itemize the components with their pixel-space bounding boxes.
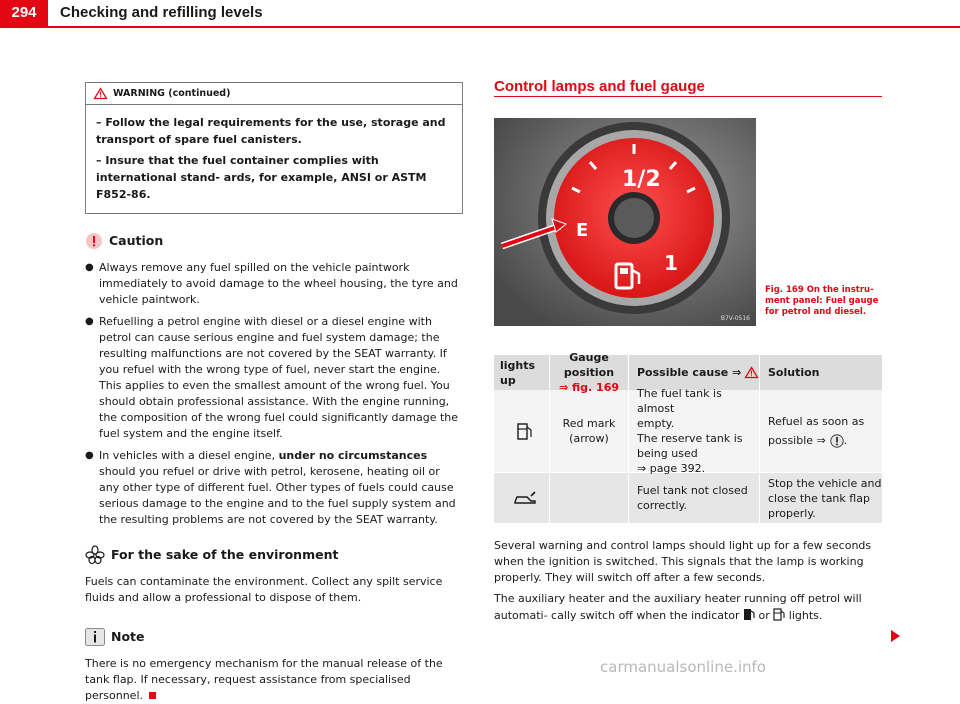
header-rule (0, 26, 960, 28)
fuel-gauge-illustration (494, 118, 756, 326)
warning-box (85, 82, 463, 214)
solution-cell: Refuel as soon as possible ⇒ . (768, 415, 865, 447)
body-paragraph-1: Several warning and control lamps should light up for a few seconds when the ignition is switched. This signals that the lamp is working properly. They will switch off after a few seconds. (494, 539, 872, 584)
next-page-arrow-icon[interactable] (891, 630, 900, 642)
page-header-title: Checking and refilling levels (60, 4, 263, 21)
bullet-icon: ● (85, 262, 94, 273)
warning-item: – Insure that the fuel container complies with international stand- ards, for example, ANSI or ASTM F852-86. (96, 154, 427, 201)
section-title: Control lamps and fuel gauge (494, 78, 705, 95)
table-row (494, 387, 882, 475)
gauge-empty-label: E (576, 220, 589, 241)
warning-triangle-icon (94, 88, 107, 99)
environment-text: Fuels can contaminate the environment. Collect any spilt service fluids and allow a professional to dispose of them. (85, 575, 443, 604)
body-paragraph-2: The auxiliary heater and the auxiliary heater running off petrol will automati- cally switch off when the indicator or lights. (494, 592, 862, 622)
environment-title (85, 542, 463, 568)
bullet-icon: ● (85, 316, 94, 327)
fuel-cap-lamp-icon (513, 491, 537, 505)
flower-icon (85, 545, 105, 565)
caution-bullet: ● Refuelling a petrol engine with diesel or a diesel engine with petrol can cause serious engine and fuel system damage; the resulting malfunctions are not covered by the SEAT warranty. If you refuel with the wrong type of fuel, never start the engine. This applies to even the smallest amount of the wrong fuel. You should obtain professional assistance. With the engine running, the composition of the wrong fuel could significantly damage the fuel system and the engine itself. (85, 315, 459, 440)
left-column (85, 82, 463, 704)
warning-item: – Follow the legal requirements for the use, storage and transport of spare fuel canisters. (96, 116, 446, 146)
possible-cause-cell: The fuel tank is almost empty. The reserve tank is being used ⇒ page 392. (629, 386, 759, 476)
end-marker (149, 692, 156, 699)
figure-code: B7V-0516 (720, 315, 750, 322)
warning-header (86, 83, 462, 105)
note-icon (85, 628, 105, 646)
caution-bullet: ● Always remove any fuel spilled on the vehicle paintwork immediately to avoid damage to the wheel housing, the tyre and vehicle paintwork. (85, 261, 458, 306)
control-lamp-table (494, 351, 882, 523)
possible-cause-cell: Fuel tank not closed correctly. (637, 484, 748, 512)
caution-heading: Caution (109, 233, 164, 248)
auxiliary-heater-icon (743, 607, 755, 621)
warning-heading: WARNING (continued) (113, 87, 231, 99)
note-heading: Note (111, 629, 145, 644)
col-gauge-position: Gauge position ⇒ fig. 169 (558, 351, 620, 394)
fuel-pump-lamp-icon (517, 421, 533, 441)
gauge-position-cell: Red mark (arrow) (562, 417, 616, 445)
note-text: There is no emergency mechanism for the manual release of the tank flap. If necessary, request assistance from specialised personnel. (85, 657, 443, 702)
col-solution: Solution (768, 366, 820, 379)
fuel-gauge-figure (494, 118, 756, 326)
watermark: carmanualsonline.info (600, 658, 766, 676)
caution-icon (830, 434, 844, 448)
warning-triangle-icon (745, 367, 758, 378)
page-link[interactable]: ⇒ page 392. (637, 462, 706, 475)
caution-bullet: ● In vehicles with a diesel engine, under no circumstances should you refuel or drive with petrol, kerosene, heating oil or any other type of different fuel. Other types of fuels could cause serious damage to the engine and to the fuel supply system and the resulting problems are not covered by the SEAT warranty. (85, 449, 456, 526)
section-rule (494, 96, 882, 97)
table-row (494, 473, 882, 523)
caution-title (85, 228, 463, 254)
page-number: 294 (0, 0, 48, 26)
environment-heading: For the sake of the environment (111, 547, 339, 562)
gauge-half-label: 1/2 (622, 167, 661, 192)
solution-cell: Stop the vehicle and close the tank flap properly. (768, 476, 882, 520)
fuel-pump-lamp-icon (773, 607, 785, 621)
col-lights-up: lights up (500, 358, 536, 387)
table-header-row (494, 351, 882, 394)
note-title (85, 624, 463, 650)
bullet-icon: ● (85, 450, 94, 461)
gauge-full-label: 1 (664, 251, 678, 275)
col-possible-cause: Possible cause ⇒ (629, 365, 759, 380)
figure-caption: Fig. 169 On the instru- ment panel: Fuel gauge for petrol and diesel. (765, 285, 879, 317)
caution-icon (85, 232, 103, 250)
